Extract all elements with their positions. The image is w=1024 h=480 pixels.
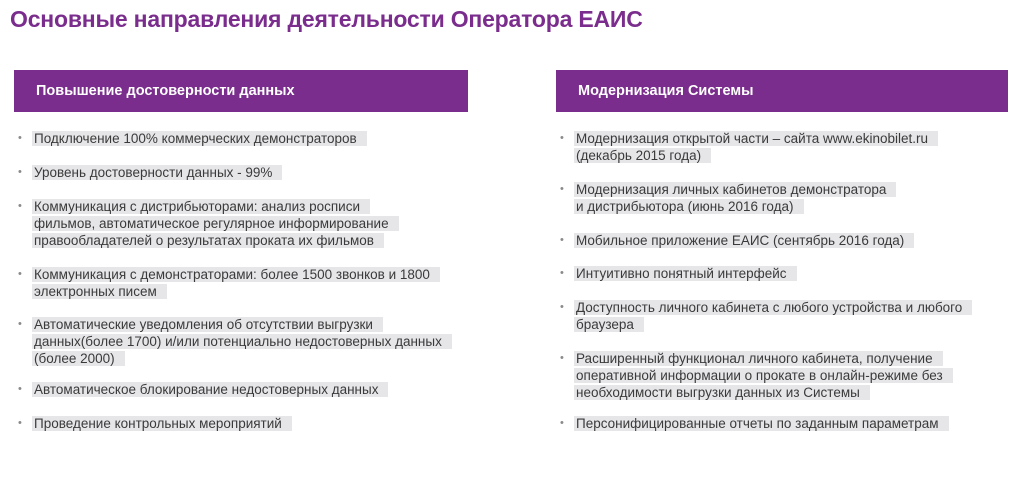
list-item (556, 350, 953, 401)
item-line: браузера (574, 317, 644, 332)
list-item (556, 299, 972, 333)
bullet-icon: • (18, 268, 22, 280)
item-line: Проведение контрольных мероприятий (32, 416, 292, 431)
bullet-icon: • (18, 166, 22, 178)
list-item (14, 164, 282, 181)
item-line: данных(более 1700) и/или потенциально недостоверных данных (32, 334, 452, 349)
list-item (14, 316, 452, 367)
item-line: (более 2000) (32, 351, 125, 366)
item-line: Модернизация личных кабинетов демонстратора (574, 182, 896, 197)
modernization-column (556, 70, 1008, 431)
bullet-icon: • (18, 318, 22, 330)
list-item (556, 415, 949, 432)
reliability-column (14, 70, 468, 431)
bullet-icon: • (18, 200, 22, 212)
bullet-icon: • (560, 352, 564, 364)
bullet-icon: • (560, 301, 564, 313)
item-line: Персонифицированные отчеты по заданным параметрам (574, 416, 949, 431)
item-line: Модернизация открытой части – сайта www.ekinobilet.ru (574, 131, 938, 146)
item-line: электронных писем (32, 284, 167, 299)
item-line: и дистрибьютора (июнь 2016 года) (574, 199, 804, 214)
page-title: Основные направления деятельности Оператора ЕАИС (10, 6, 643, 32)
bullet-icon: • (18, 383, 22, 395)
item-line: Мобильное приложение ЕАИС (сентябрь 2016 года) (574, 233, 914, 248)
item-line: Расширенный функционал личного кабинета, получение (574, 351, 943, 366)
list-item (556, 181, 896, 215)
item-line: Уровень достоверности данных - 99% (32, 165, 282, 180)
bullet-icon: • (560, 417, 564, 429)
list-item (14, 198, 399, 249)
list-item (556, 265, 797, 282)
item-line: фильмов, автоматическое регулярное информирование (32, 216, 399, 231)
list-item (14, 130, 367, 147)
bullet-icon: • (560, 234, 564, 246)
item-line: необходимости выгрузки данных из Системы (574, 385, 870, 400)
item-line: Коммуникация с демонстраторами: более 1500 звонков и 1800 (32, 267, 440, 282)
list-item (14, 266, 440, 300)
item-line: (декабрь 2015 года) (574, 148, 711, 163)
item-line: Автоматическое блокирование недостоверных данных (32, 382, 388, 397)
list-item (14, 415, 292, 432)
bullet-icon: • (560, 267, 564, 279)
list-item (556, 130, 938, 164)
item-line: Доступность личного кабинета с любого устройства и любого (574, 300, 972, 315)
item-line: правообладателей о результатах проката их фильмов (32, 233, 384, 248)
modernization-header: Модернизация Системы (556, 70, 1008, 112)
item-line: Подключение 100% коммерческих демонстраторов (32, 131, 367, 146)
item-line: Автоматические уведомления об отсутствии выгрузки (32, 317, 383, 332)
item-line: Интуитивно понятный интерфейс (574, 266, 797, 281)
bullet-icon: • (18, 132, 22, 144)
bullet-icon: • (560, 183, 564, 195)
bullet-icon: • (18, 417, 22, 429)
bullet-icon: • (560, 132, 564, 144)
item-line: оперативной информации о прокате в онлайн-режиме без (574, 368, 953, 383)
list-item (14, 381, 388, 398)
list-item (556, 232, 914, 249)
item-line: Коммуникация с дистрибьюторами: анализ росписи (32, 199, 370, 214)
reliability-header: Повышение достоверности данных (14, 70, 468, 112)
